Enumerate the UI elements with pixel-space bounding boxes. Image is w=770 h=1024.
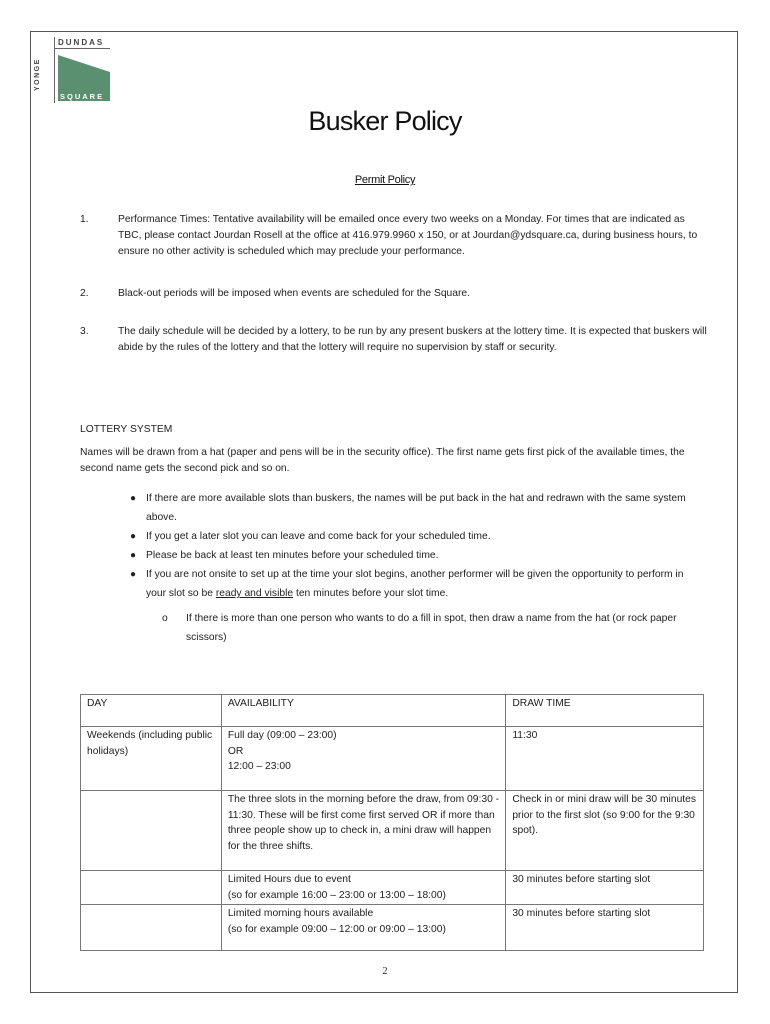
availability-line: (so for example 09:00 – 12:00 or 09:00 – 13:00) [227, 923, 446, 935]
availability-line: Limited Hours due to event [227, 874, 351, 885]
logo-rule-horizontal [54, 48, 110, 49]
list-item [130, 489, 700, 527]
page-number: 2 [382, 966, 388, 977]
bullet-text: Please be back at least ten minutes before your scheduled time. [146, 550, 439, 561]
item-text: The daily schedule will be decided by a lottery, to be run by any present buskers at the lottery time. It is expected that buskers will abide by the rules of the lottery and that the lottery will require no supervision by staff or security. [118, 326, 707, 353]
list-item [130, 527, 700, 546]
bullet-icon: ● [130, 550, 137, 561]
lottery-heading: LOTTERY SYSTEM [80, 424, 173, 435]
list-item [130, 546, 700, 565]
cell-draw-time: Check in or mini draw will be 30 minutes prior to the first slot (so 9:00 for the 9:30 spot). [506, 791, 704, 871]
schedule-table [80, 694, 704, 951]
bullet-text-part: ten minutes before your slot time. [293, 588, 449, 599]
list-item [130, 565, 700, 603]
item-text: Black-out periods will be imposed when events are scheduled for the Square. [118, 288, 471, 299]
table-row [81, 727, 704, 791]
cell-draw-time: 30 minutes before starting slot [506, 905, 704, 951]
cell-day [81, 791, 222, 871]
sub-bullet-icon: o [162, 613, 168, 624]
cell-day: Weekends (including public holidays) [81, 727, 222, 791]
item-number: 2. [80, 288, 89, 299]
bullet-icon: ● [130, 569, 137, 580]
yonge-dundas-square-logo [36, 37, 112, 103]
logo-text-square: SQUARE [60, 92, 105, 101]
page-title: Busker Policy [308, 106, 462, 136]
header-draw-time: DRAW TIME [506, 695, 704, 727]
bullet-icon: ● [130, 531, 137, 542]
table-header-row [81, 695, 704, 727]
cell-availability: The three slots in the morning before the draw, from 09:30 - 11:30. These will be first come first served OR if more than three people show up to check in, a mini draw will happen for the three shifts. [221, 791, 506, 871]
availability-line: OR [227, 745, 244, 757]
bullet-icon: ● [130, 493, 137, 504]
logo-text-yonge: YONGE [34, 58, 41, 92]
table-row [81, 871, 704, 905]
sub-bullet-text: If there is more than one person who wants to do a fill in spot, then draw a name from the hat (or rock paper scissors) [186, 613, 677, 643]
item-number: 3. [80, 326, 89, 337]
cell-day [81, 871, 222, 905]
cell-availability [221, 727, 506, 791]
cell-draw-time: 11:30 [506, 727, 704, 791]
table-row [81, 905, 704, 951]
lottery-intro: Names will be drawn from a hat (paper and pens will be in the security office). The first name gets first pick of the available times, the second name gets the second pick and so on. [80, 447, 685, 474]
bullet-text-part: If you are not onsite to set up at the time your slot begins, another performer will be given the opportunity to perform in your slot so be [146, 569, 684, 599]
availability-line: Full day (09:00 – 23:00) [227, 730, 337, 741]
section-title-permit-policy: Permit Policy [354, 174, 416, 186]
availability-line: 12:00 – 23:00 [227, 761, 291, 772]
bullet-text: If there are more available slots than buskers, the names will be put back in the hat and redrawn with the same system above. [146, 493, 686, 523]
cell-day [81, 905, 222, 951]
logo-rule-vertical [54, 37, 55, 103]
item-text: Performance Times: Tentative availability will be emailed once every two weeks on a Monday. For times that are indicated as TBC, please contact Jourdan Rosell at the office at 416.979.9960 x 150, or at Jourdan@ydsquare.ca, during business hours, to ensure no other activity is scheduled which may preclude your performance. [118, 214, 698, 257]
bullet-text: If you get a later slot you can leave and come back for your scheduled time. [146, 531, 491, 542]
item-number: 1. [80, 214, 89, 225]
availability-line: Limited morning hours available [227, 908, 374, 919]
cell-availability [221, 871, 506, 905]
logo-text-dundas: DUNDAS [58, 38, 105, 47]
cell-draw-time: 30 minutes before starting slot [506, 871, 704, 905]
bullet-text-emphasis: ready and visible [215, 588, 294, 599]
availability-line: (so for example 16:00 – 23:00 or 13:00 – 18:00) [227, 889, 446, 901]
table-row [81, 791, 704, 871]
header-day: DAY [81, 695, 222, 727]
header-availability: AVAILABILITY [221, 695, 506, 727]
lottery-bullet-list [130, 489, 700, 603]
cell-availability [221, 905, 506, 951]
